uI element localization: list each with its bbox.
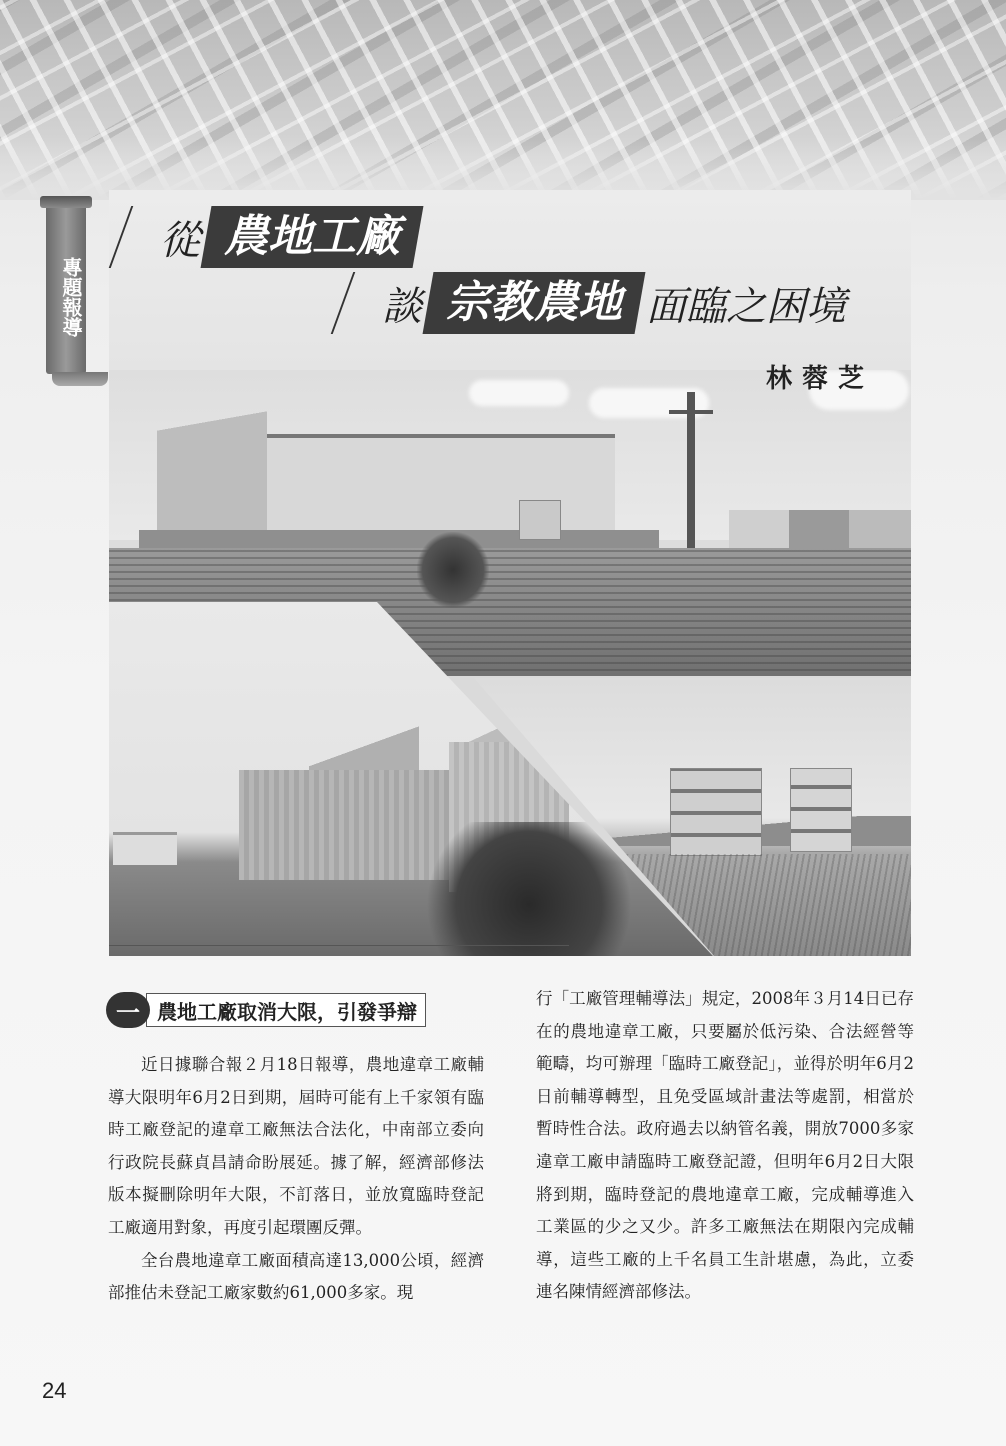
ribbon-label: 專題報導 [59,257,83,337]
author-name: 林蓉芝 [766,364,875,394]
section-heading [106,992,426,1028]
title-suffix-2: 面臨之困境 [646,283,846,330]
page-number: 24 [42,1378,67,1403]
section-title: 農地工廠取消大限，引發爭辯 [146,993,426,1027]
title-highlight-2: 宗教農地 [423,272,646,334]
aerial-photo-banner [0,0,1006,200]
title-line-2 [342,272,852,334]
section-number-badge: 一 [106,992,150,1028]
article-column-left [108,1049,484,1310]
title-line-1 [120,206,418,268]
paragraph: 行「工廠管理輔導法」規定，2008年３月14日已存在的農地違章工廠，只要屬於低污染、合法經營等範疇，均可辦理「臨時工廠登記」，並得於明年6月2日前輔導轉型，且免受區域計畫法等處罰，相當於暫時性合法。政府過去以納管名義，開放7000多家違章工廠申請臨時工廠登記證，但明年6月2日大限將到期，臨時登記的農地違章工廠，完成輔導進入工業區的少之又少。許多工廠無法在期限內完成輔導，這些工廠的上千名員工生計堪慮，為此，立委連名陳情經濟部修法。 [536,989,914,1302]
title-highlight-1: 農地工廠 [201,206,424,268]
title-prefix-2: 談 [382,283,422,330]
section-ribbon [46,204,86,374]
article-column-right [536,983,914,1309]
paragraph: 全台農地違章工廠面積高達13,000公頃，經濟部推估未登記工廠家數約61,000多家。現 [108,1250,484,1303]
photo-rule [109,945,569,946]
paragraph: 近日據聯合報２月18日報導，農地違章工廠輔導大限明年6月2日到期，屆時可能有上千家領有臨時工廠登記的違章工廠無法合法化，中南部立委向行政院長蘇貞昌請命盼展延。據了解，經濟部修法版本擬刪除明年大限，不訂落日，並放寬臨時登記工廠適用對象，再度引起環團反彈。 [108,1055,484,1237]
title-prefix-1: 從 [160,217,200,264]
